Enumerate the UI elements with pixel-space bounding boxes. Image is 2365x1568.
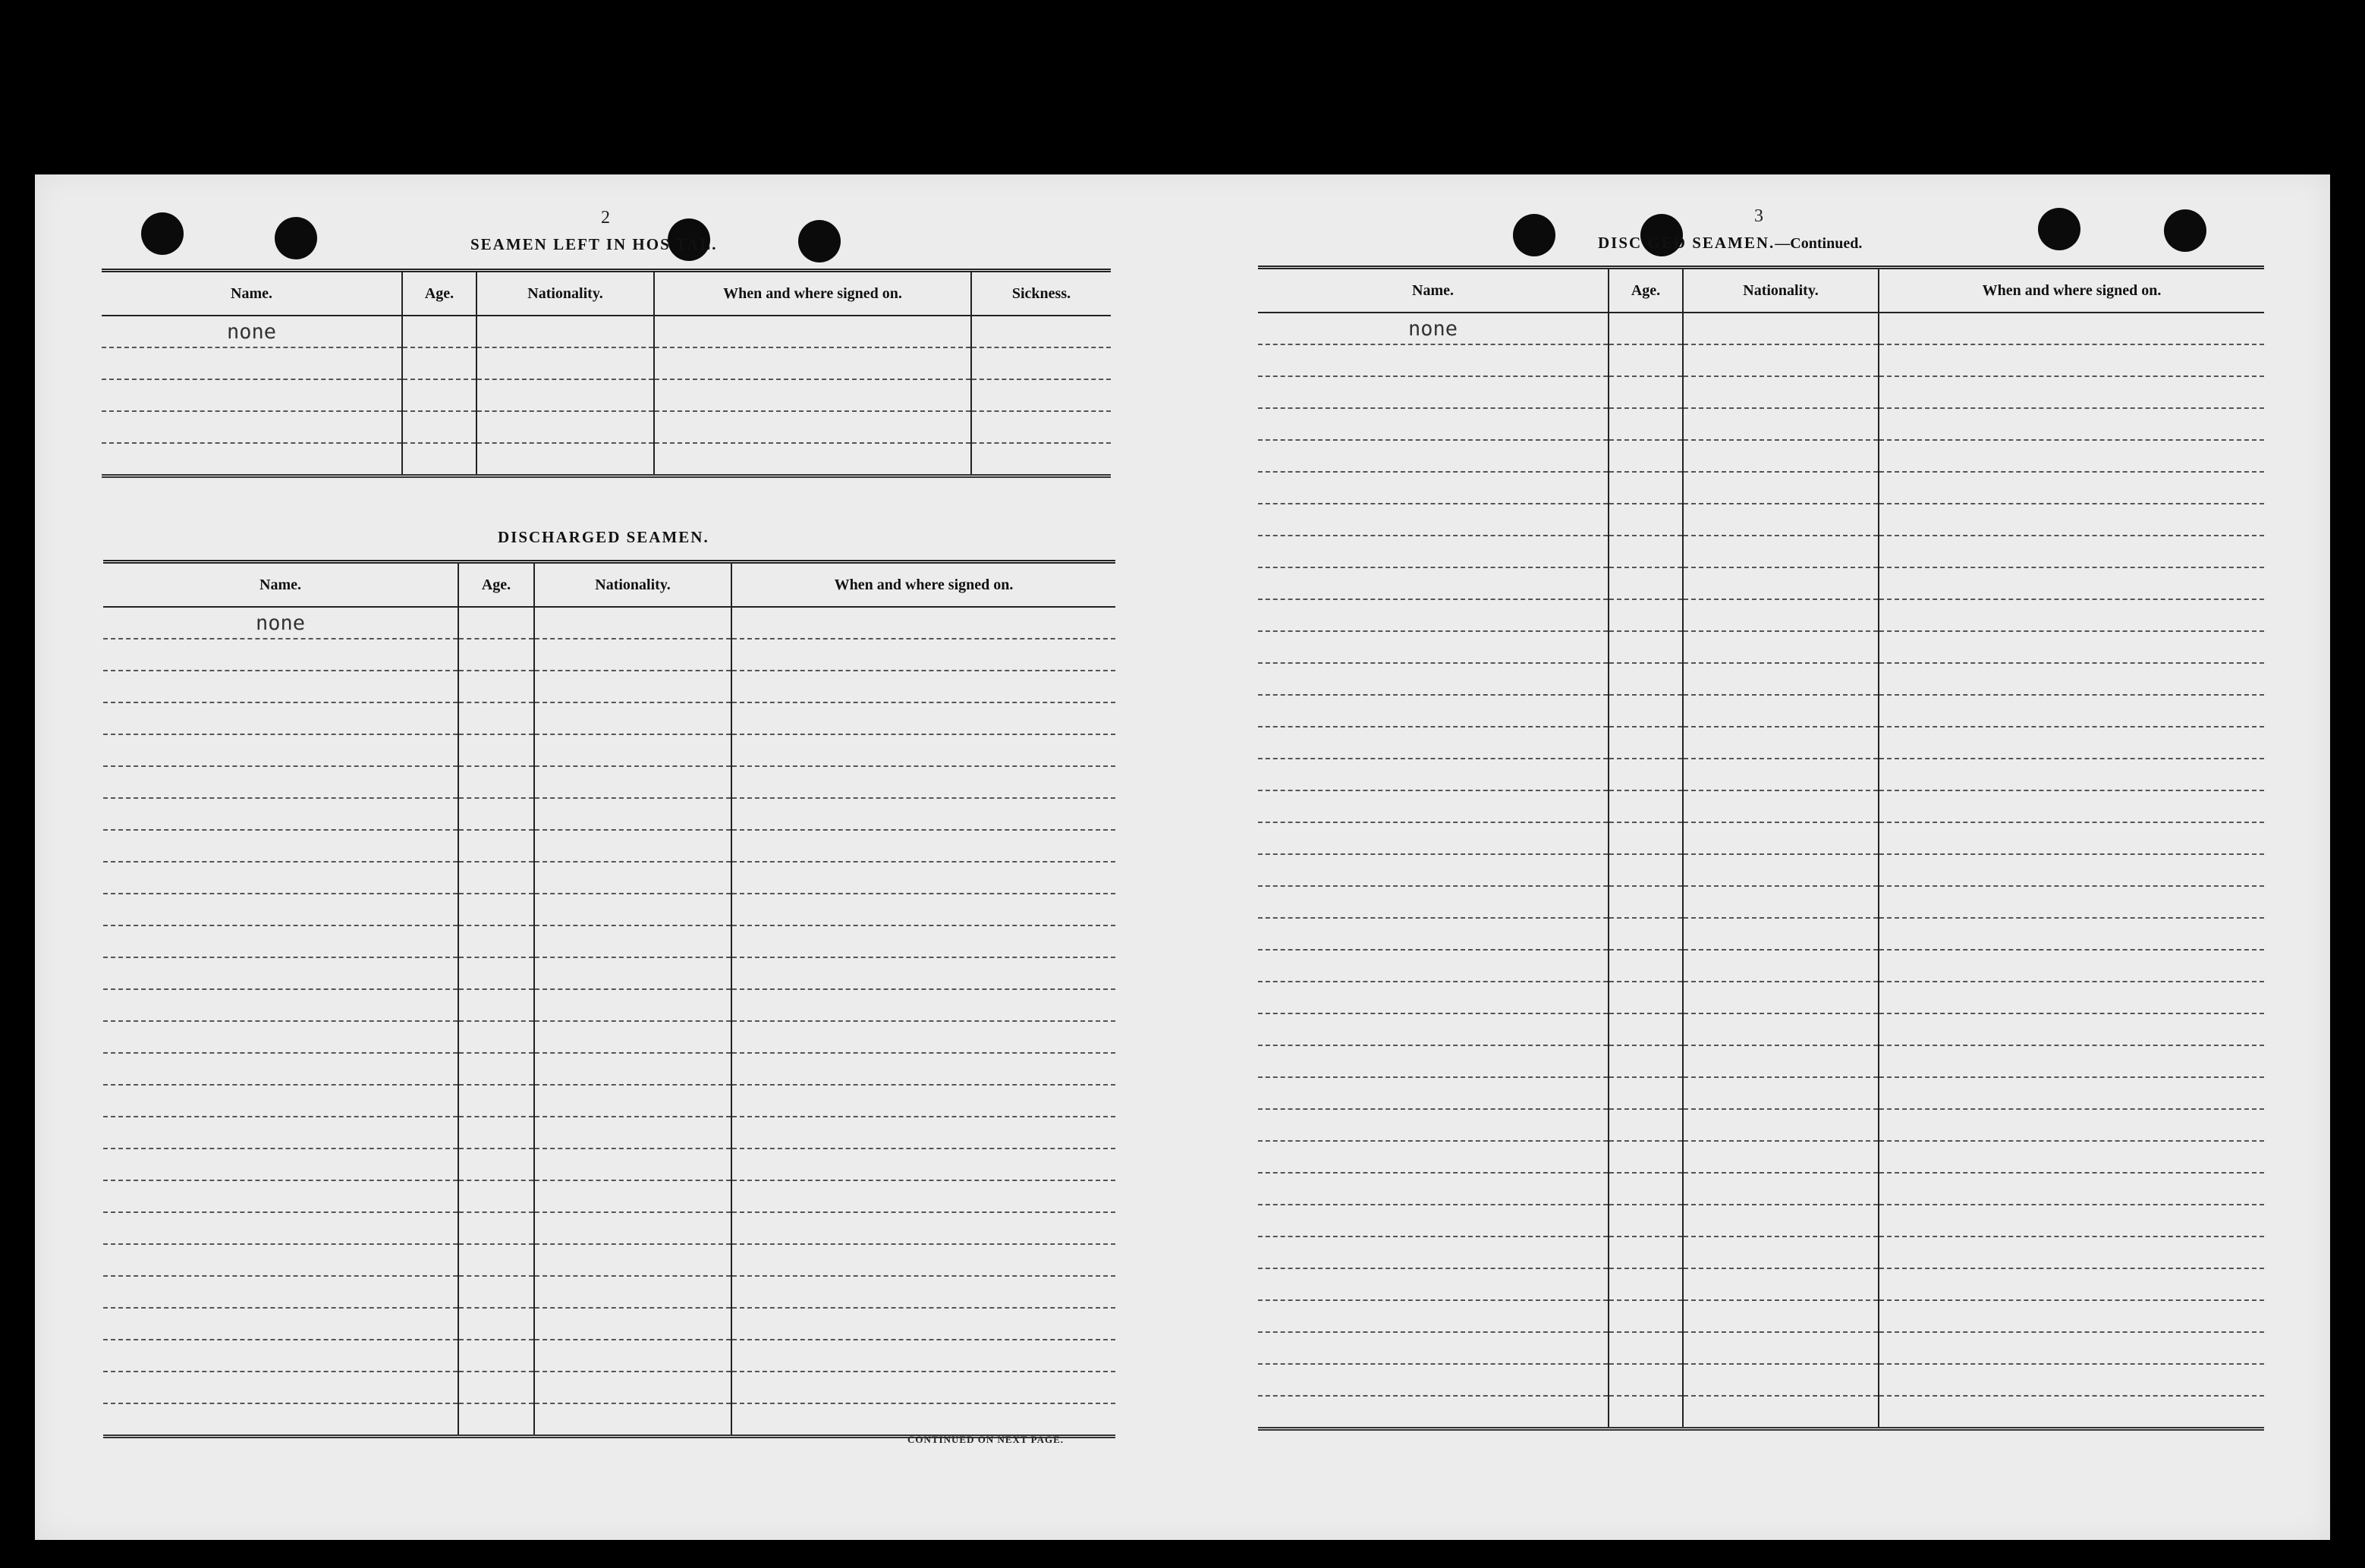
table-row: [1258, 759, 2264, 790]
table-row: [1258, 1300, 2264, 1332]
right-section-title: [1598, 234, 1862, 253]
table-row: [1258, 1109, 2264, 1141]
table-row: [1258, 727, 2264, 759]
table-row: [103, 1276, 1115, 1308]
table-row: [103, 1340, 1115, 1372]
table-row: [1258, 1396, 2264, 1429]
table-row: [1258, 1268, 2264, 1300]
column-header-nationality: Nationality.: [476, 271, 654, 316]
table-row: [103, 734, 1115, 766]
table-row: [1258, 440, 2264, 472]
table-row: [1258, 886, 2264, 918]
table-row: [1258, 1045, 2264, 1077]
table-row: [1258, 536, 2264, 567]
column-header-age: Age.: [402, 271, 476, 316]
table-row: [103, 957, 1115, 989]
table-row: [1258, 1205, 2264, 1236]
table-row: [1258, 918, 2264, 950]
table-row: [103, 1117, 1115, 1149]
column-header-nationality: Nationality.: [1683, 268, 1879, 313]
table-row: [103, 1149, 1115, 1180]
table-row: [102, 379, 1111, 411]
table-row: [103, 1021, 1115, 1053]
table-row: [102, 411, 1111, 443]
table-row: [102, 316, 1111, 347]
table-row: [1258, 663, 2264, 695]
table-row: [103, 862, 1115, 894]
table-row: [1258, 408, 2264, 440]
table-row: [1258, 695, 2264, 727]
hospital-section-title: SEAMEN LEFT IN HOS TAL.: [470, 235, 718, 253]
table-row: [103, 1180, 1115, 1212]
punch-hole-1: [141, 212, 184, 255]
table-row: [103, 1308, 1115, 1340]
table-row: [103, 1053, 1115, 1085]
column-header-nationality: Nationality.: [534, 562, 731, 608]
hospital-table: [102, 269, 1111, 478]
table-row: [102, 443, 1111, 476]
column-header-signed-on: When and where signed on.: [731, 562, 1115, 608]
table-row: [103, 894, 1115, 925]
discharged-table-left: [103, 560, 1115, 1438]
right-page-number: 3: [1754, 206, 1763, 226]
table-row: [103, 1244, 1115, 1276]
column-header-name: Name.: [103, 562, 458, 608]
table-row: [103, 607, 1115, 639]
table-row: [1258, 344, 2264, 376]
table-row: [1258, 504, 2264, 536]
table-row: [1258, 854, 2264, 886]
left-page-number: 2: [601, 208, 610, 228]
table-row: [1258, 790, 2264, 822]
column-header-name: Name.: [1258, 268, 1609, 313]
table-row: [103, 639, 1115, 671]
table-row: [1258, 567, 2264, 599]
handwritten-entry: none: [102, 316, 402, 347]
table-row: [103, 1403, 1115, 1437]
punch-hole-7: [2038, 208, 2080, 250]
column-header-signed-on: When and where signed on.: [1879, 268, 2264, 313]
punch-hole-4: [798, 220, 841, 262]
table-row: [103, 1085, 1115, 1117]
right-section-title-suffix: —Continued.: [1775, 235, 1863, 252]
handwritten-entry: none: [103, 607, 458, 639]
table-row: [1258, 376, 2264, 408]
table-row: [103, 702, 1115, 734]
right-section-title-main: DISC GED SEAMEN.: [1598, 234, 1775, 252]
table-row: [1258, 822, 2264, 854]
table-row: [103, 1212, 1115, 1244]
continued-note: CONTINUED ON NEXT PAGE.: [907, 1434, 1064, 1445]
table-row: [102, 347, 1111, 379]
table-row: [103, 830, 1115, 862]
column-header-name: Name.: [102, 271, 402, 316]
punch-hole-2: [275, 217, 317, 259]
table-row: [1258, 1013, 2264, 1045]
column-header-age: Age.: [458, 562, 534, 608]
punch-hole-5: [1513, 214, 1555, 256]
handwritten-entry: none: [1258, 313, 1609, 344]
table-row: [1258, 472, 2264, 504]
table-row: [1258, 599, 2264, 631]
discharged-table-right: [1258, 266, 2264, 1431]
discharged-section-title: DISCHARGED SEAMEN.: [498, 528, 709, 546]
table-row: [1258, 313, 2264, 344]
table-row: [103, 1372, 1115, 1403]
discharged-right-rows: [1258, 313, 2264, 1429]
column-header-signed-on: When and where signed on.: [654, 271, 971, 316]
table-row: [1258, 1364, 2264, 1396]
discharged-left-rows: [103, 607, 1115, 1437]
table-row: [103, 798, 1115, 830]
table-row: [1258, 1077, 2264, 1109]
table-row: [1258, 982, 2264, 1013]
table-row: [1258, 631, 2264, 663]
table-row: [1258, 1236, 2264, 1268]
table-row: [103, 925, 1115, 957]
table-row: [1258, 1141, 2264, 1173]
column-header-age: Age.: [1609, 268, 1683, 313]
punch-hole-8: [2164, 209, 2206, 252]
table-row: [103, 989, 1115, 1021]
table-row: [103, 671, 1115, 702]
table-row: [1258, 950, 2264, 982]
table-row: [1258, 1173, 2264, 1205]
table-row: [1258, 1332, 2264, 1364]
column-header-sickness: Sickness.: [971, 271, 1111, 316]
table-row: [103, 766, 1115, 798]
